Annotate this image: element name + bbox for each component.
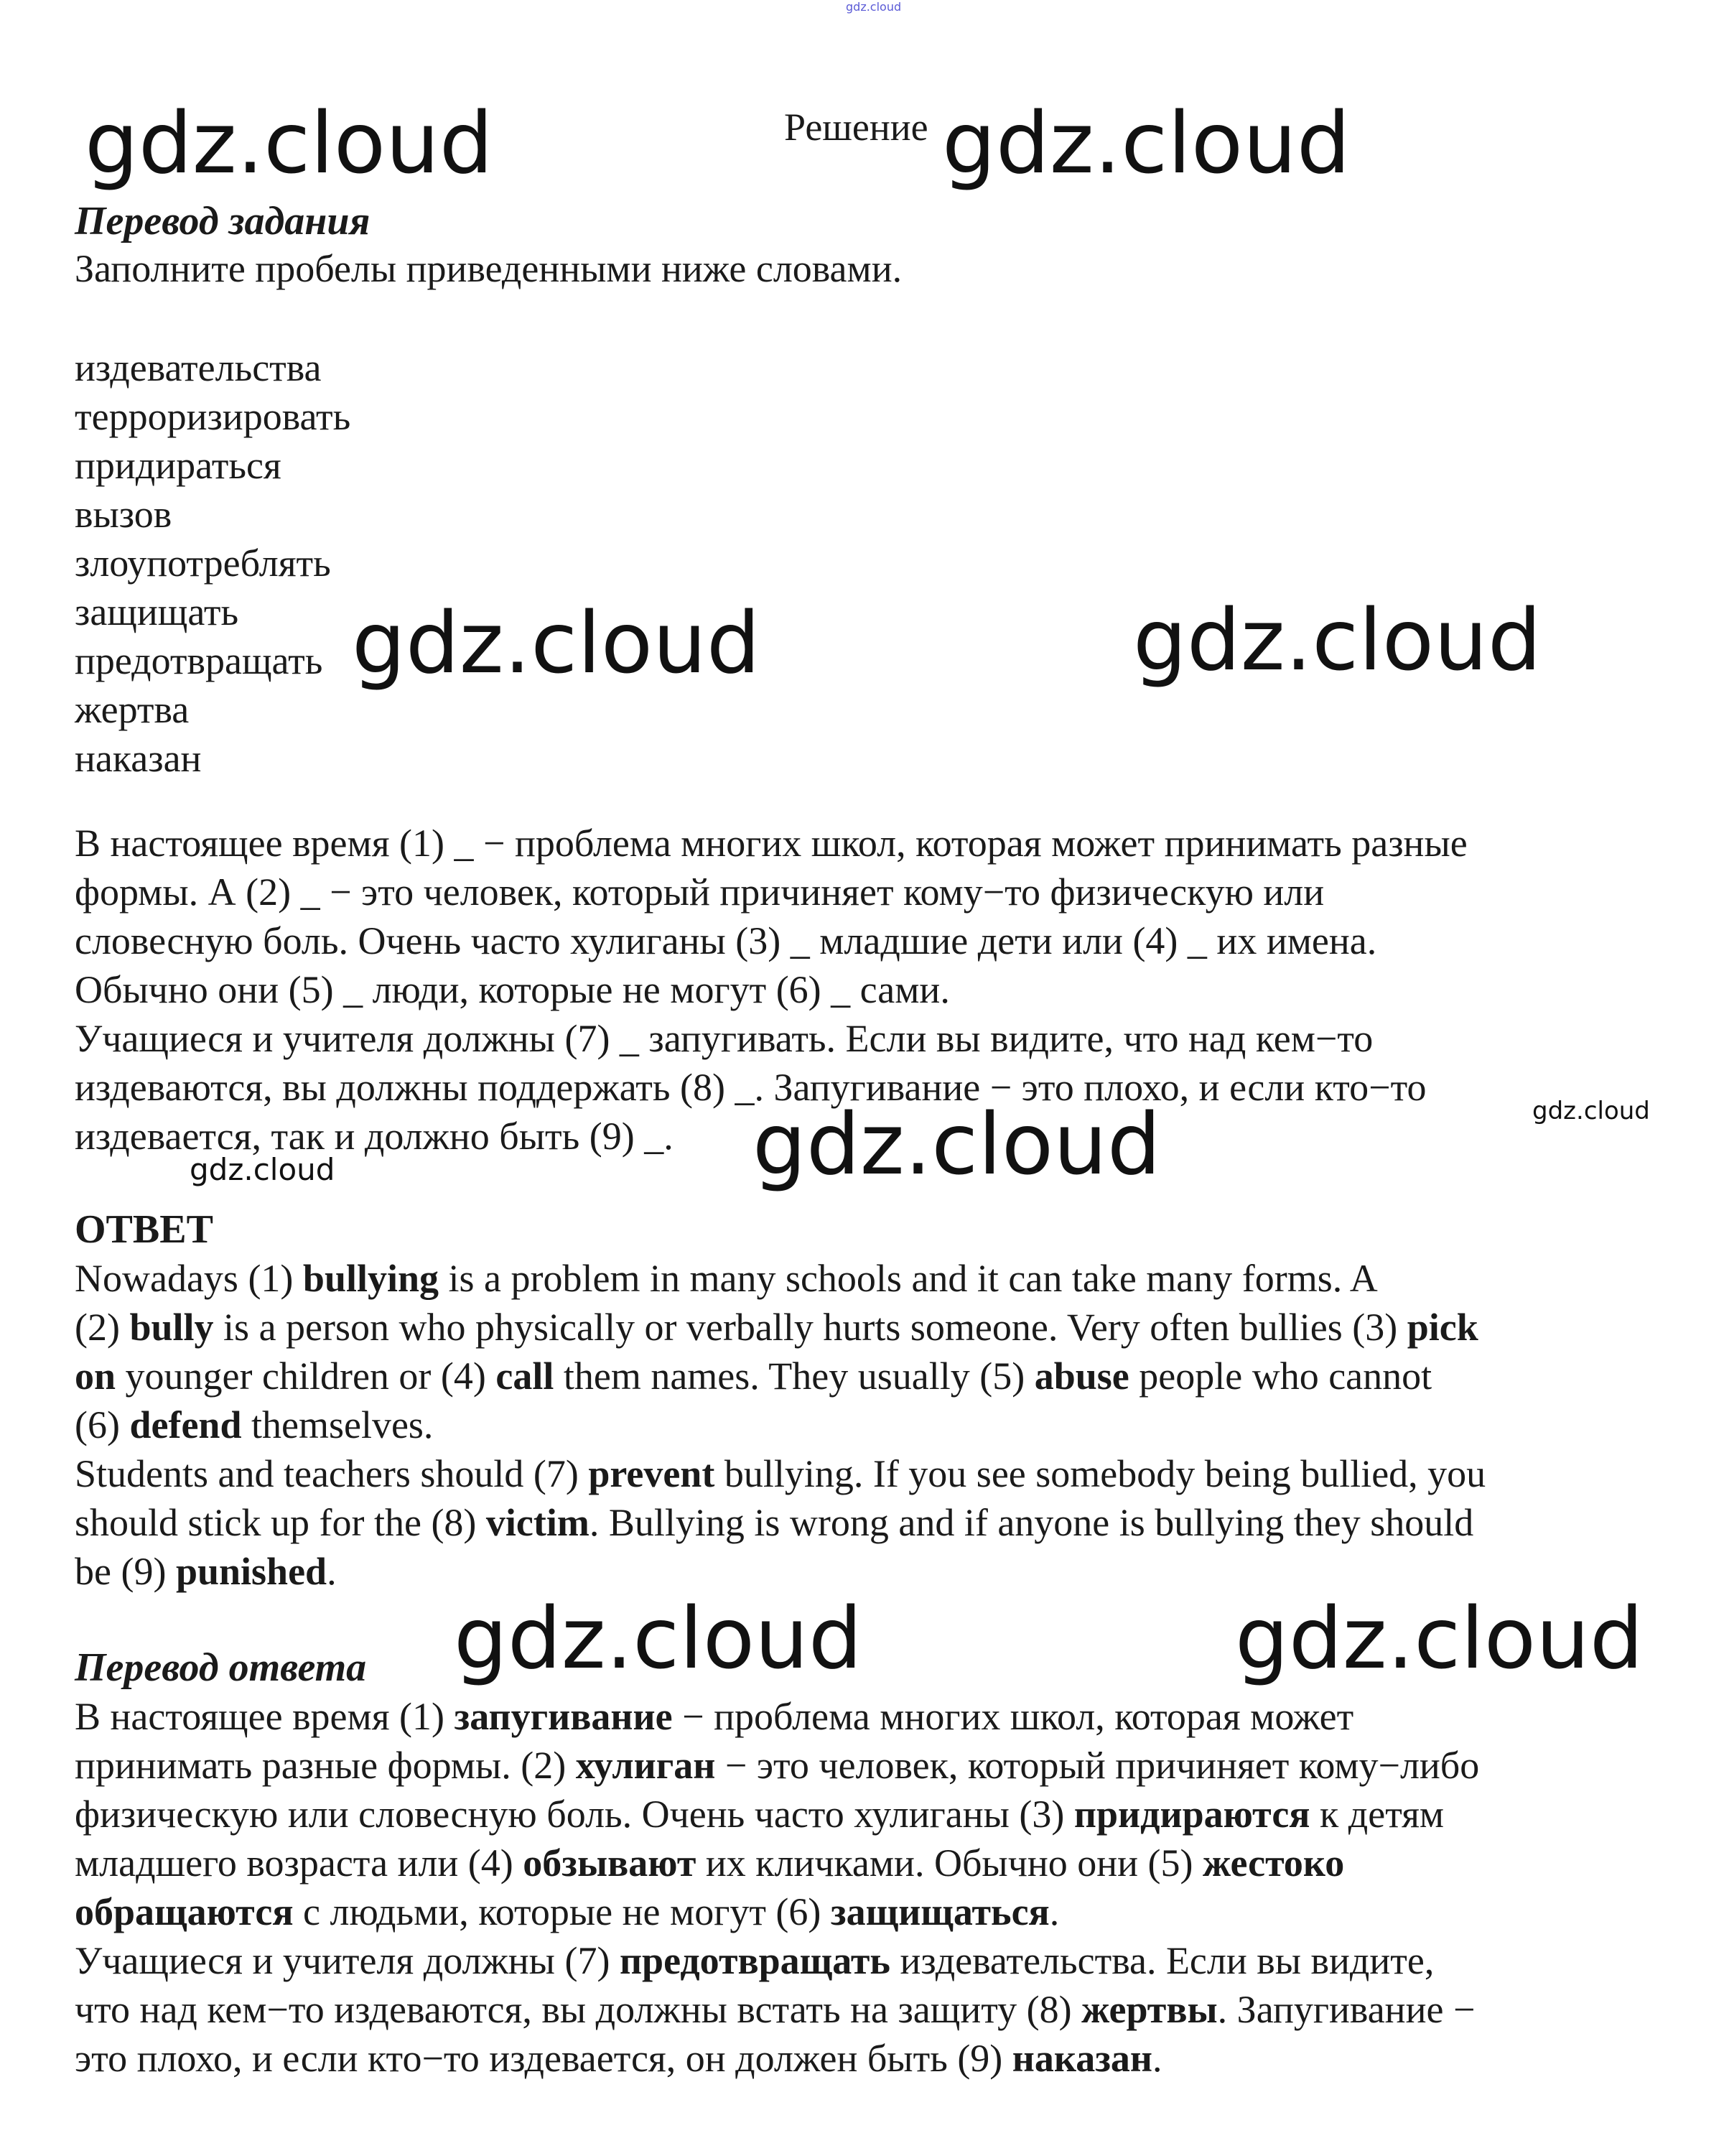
- answer-word: запугивание: [454, 1695, 673, 1738]
- answer-word: жестоко: [1203, 1841, 1345, 1885]
- text-segment: bullying. If you see somebody being bullied, you: [714, 1452, 1486, 1495]
- watermark-logo-small: gdz.cloud: [190, 1152, 335, 1187]
- text-segment: is a problem in many schools and it can take many forms. A: [439, 1257, 1378, 1300]
- top-watermark: gdz.cloud: [846, 0, 902, 14]
- answer-word: defend: [129, 1403, 242, 1446]
- text-segment: .: [1152, 2037, 1162, 2080]
- word-item: злоупотреблять: [75, 542, 331, 585]
- watermark-logo: gdz.cloud: [454, 1589, 862, 1688]
- text-segment: с людьми, которые не могут (6): [293, 1890, 831, 1933]
- text-line: [75, 1254, 1486, 1303]
- answer-word: punished: [175, 1550, 327, 1593]
- text-line: [75, 1692, 1479, 1741]
- watermark-logo: gdz.cloud: [752, 1095, 1161, 1194]
- translation-text: [75, 1692, 1479, 2083]
- answer-word: защищаться: [830, 1890, 1050, 1933]
- text-line: [75, 1985, 1479, 2034]
- text-segment: Nowadays (1): [75, 1257, 303, 1300]
- text-line: [75, 1887, 1479, 1936]
- text-line: [75, 1741, 1479, 1790]
- text-segment: themselves.: [241, 1403, 434, 1446]
- watermark-logo: gdz.cloud: [85, 93, 493, 192]
- answer-word: prevent: [588, 1452, 715, 1495]
- text-segment: В настоящее время (1): [75, 1695, 455, 1738]
- watermark-logo: gdz.cloud: [352, 593, 760, 692]
- answer-word: abuse: [1034, 1355, 1129, 1398]
- text-segment: принимать разные формы. (2): [75, 1744, 576, 1787]
- task-text-line: Учащиеся и учителя должны (7) _ запугивать. Если вы видите, что над кем−то: [75, 1017, 1374, 1060]
- text-segment: к детям: [1310, 1793, 1445, 1836]
- text-segment: Students and teachers should (7): [75, 1452, 589, 1495]
- text-segment: .: [327, 1550, 337, 1593]
- text-segment: их кличками. Обычно они (5): [696, 1841, 1203, 1885]
- answer-word: жертвы: [1081, 1988, 1218, 2031]
- text-segment: физическую или словесную боль. Очень часто хулиганы (3): [75, 1793, 1074, 1836]
- text-segment: это плохо, и если кто−то издевается, он должен быть (9): [75, 2037, 1012, 2080]
- answer-word: bullying: [302, 1257, 439, 1300]
- text-segment: people who cannot: [1129, 1355, 1432, 1398]
- text-line: [75, 1352, 1486, 1400]
- word-item: предотвращать: [75, 639, 323, 682]
- text-line: [75, 1790, 1479, 1839]
- answer-word: придираются: [1073, 1793, 1310, 1836]
- watermark-logo: gdz.cloud: [1235, 1589, 1644, 1688]
- text-segment: Учащиеся и учителя должны (7): [75, 1939, 620, 1982]
- task-instruction: Заполните пробелы приведенными ниже словами.: [75, 247, 903, 290]
- word-list: [75, 343, 350, 783]
- text-segment: (2): [75, 1306, 130, 1349]
- watermark-logo: gdz.cloud: [1133, 590, 1542, 689]
- text-segment: them names. They usually (5): [554, 1355, 1035, 1398]
- answer-word: victim: [485, 1501, 589, 1544]
- solution-label: Решение: [784, 106, 928, 149]
- word-item: издевательства: [75, 346, 322, 389]
- task-heading: Перевод задания: [75, 199, 370, 243]
- answer-word: call: [495, 1355, 554, 1398]
- text-line: [75, 1400, 1486, 1449]
- task-text-line: издевается, так и должно быть (9) _.: [75, 1115, 674, 1158]
- answer-word: обращаются: [75, 1890, 294, 1933]
- answer-word: on: [75, 1355, 116, 1398]
- text-line: [75, 1303, 1486, 1352]
- text-segment: (6): [75, 1403, 130, 1446]
- answer-word: bully: [129, 1306, 214, 1349]
- task-text-line: издеваются, вы должны поддержать (8) _. Запугивание − это плохо, и если кто−то: [75, 1066, 1427, 1109]
- text-segment: is a person who physically or verbally hurts someone. Very often bullies (3): [213, 1306, 1407, 1349]
- answer-word: хулиган: [575, 1744, 716, 1787]
- word-item: придираться: [75, 444, 281, 487]
- text-segment: младшего возраста или (4): [75, 1841, 523, 1885]
- answer-text: [75, 1254, 1486, 1596]
- translation-heading: Перевод ответа: [75, 1645, 367, 1690]
- task-text-line: словесную боль. Очень часто хулиганы (3) _ младшие дети или (4) _ их имена.: [75, 919, 1377, 962]
- text-segment: − проблема многих школ, которая может: [672, 1695, 1354, 1738]
- text-segment: − это человек, который причиняет кому−либо: [715, 1744, 1480, 1787]
- word-item: жертва: [75, 688, 190, 731]
- text-line: [75, 2034, 1479, 2083]
- word-item: вызов: [75, 493, 172, 536]
- text-segment: younger children or (4): [116, 1355, 496, 1398]
- text-segment: что над кем−то издеваются, вы должны встать на защиту (8): [75, 1988, 1082, 2031]
- text-segment: издевательства. Если вы видите,: [890, 1939, 1435, 1982]
- text-line: [75, 1936, 1479, 1985]
- text-segment: . Запугивание −: [1217, 1988, 1476, 2031]
- answer-word: наказан: [1012, 2037, 1153, 2080]
- answer-word: предотвращать: [619, 1939, 890, 1982]
- answer-heading: ОТВЕТ: [75, 1207, 213, 1252]
- text-line: [75, 1449, 1486, 1498]
- watermark-logo-small: gdz.cloud: [1532, 1097, 1650, 1125]
- task-text-line: Обычно они (5) _ люди, которые не могут (6) _ сами.: [75, 968, 950, 1011]
- word-item: защищать: [75, 590, 239, 633]
- text-segment: be (9): [75, 1550, 176, 1593]
- watermark-logo: gdz.cloud: [942, 93, 1351, 192]
- answer-word: pick: [1407, 1306, 1478, 1349]
- text-line: [75, 1498, 1486, 1547]
- text-segment: . Bullying is wrong and if anyone is bullying they should: [589, 1501, 1474, 1544]
- text-line: [75, 1839, 1479, 1887]
- text-segment: .: [1049, 1890, 1060, 1933]
- task-text-line: формы. А (2) _ − это человек, который причиняет кому−то физическую или: [75, 870, 1325, 914]
- answer-word: обзывают: [523, 1841, 696, 1885]
- word-item: терроризировать: [75, 395, 351, 438]
- text-segment: should stick up for the (8): [75, 1501, 486, 1544]
- task-text-line: В настоящее время (1) _ − проблема многих школ, которая может принимать разные: [75, 822, 1468, 865]
- word-item: наказан: [75, 737, 202, 780]
